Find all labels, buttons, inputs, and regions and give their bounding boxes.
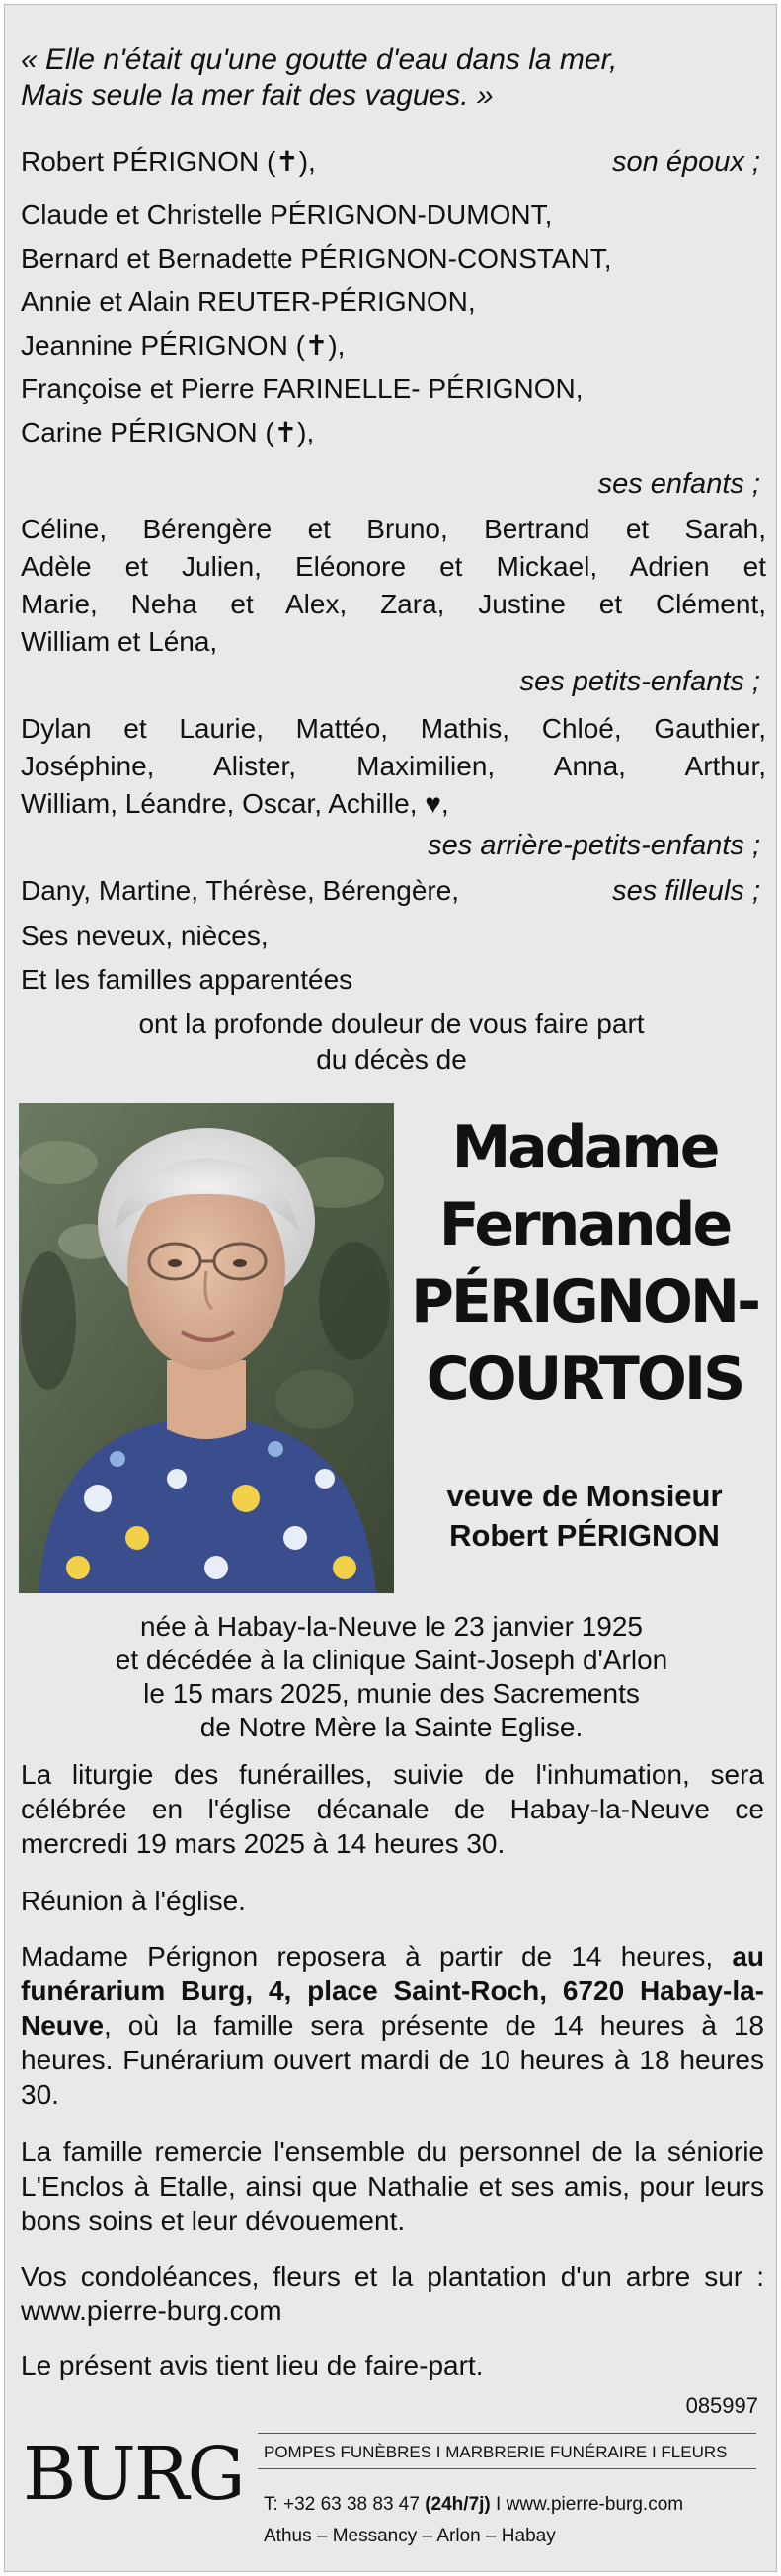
great-grandchildren-line: William, Léandre, Oscar, Achille, ♥,: [21, 788, 449, 819]
quote-line-2: Mais seule la mer fait des vagues. »: [21, 79, 494, 112]
visitation-paragraph: [21, 1939, 764, 2112]
footer-contact: [264, 2494, 683, 2516]
families-line: Et les familles apparentées: [21, 964, 353, 995]
child-line: Bernard et Bernadette PÉRIGNON-CONSTANT,: [21, 243, 612, 274]
child-line: Carine PÉRIGNON (✝),: [21, 417, 315, 447]
child-line: Jeannine PÉRIGNON (✝),: [21, 330, 346, 361]
sacraments-line: de Notre Mère la Sainte Eglise.: [199, 1712, 584, 1742]
godchildren-relation: ses filleuls ;: [612, 875, 760, 907]
footer-locations: Athus – Messancy – Arlon – Habay: [264, 2526, 556, 2546]
footer-phone[interactable]: T: +32 63 38 83 47: [264, 2494, 420, 2515]
godchildren-names: Dany, Martine, Thérèse, Bérengère,: [21, 875, 460, 906]
visitation-intro: Madame Pérignon reposera à partir de 14 heures,: [21, 1941, 714, 1972]
spouse-relation: son époux ;: [612, 146, 760, 178]
burg-logo: BURG: [23, 2432, 244, 2517]
grandchildren-line: William et Léna,: [21, 626, 218, 657]
liturgy-paragraph: La liturgie des funérailles, suivie de l'inhumation, sera célébrée en l'église décanale de Habay-la-Neuve ce mercredi 19 mars 2025 à 14 heures 30.: [21, 1759, 764, 1859]
widow-line-2: Robert PÉRIGNON: [449, 1518, 720, 1553]
deceased-surname-1: PÉRIGNON-: [410, 1267, 759, 1336]
birth-line: née à Habay-la-Neuve le 23 janvier 1925: [140, 1611, 643, 1642]
grandchildren-line: Marie, Neha et Alex, Zara, Justine et Clément,: [21, 589, 766, 619]
condolences-paragraph: Vos condoléances, fleurs et la plantation d'un arbre sur : www.pierre-burg.com: [21, 2261, 764, 2326]
visitation-address: au funérarium Burg, 4, place Saint-Roch, 6720 Habay-la-Neuve: [21, 1941, 764, 2041]
child-line: Annie et Alain REUTER-PÉRIGNON,: [21, 286, 476, 317]
deceased-surname-2: COURTOIS: [426, 1344, 743, 1413]
great-grandchildren-line: Joséphine, Alister, Maximilien, Anna, Arthur,: [21, 751, 766, 781]
announce-line-2: du décès de: [316, 1044, 467, 1075]
spouse-name: Robert PÉRIGNON (✝),: [21, 146, 316, 177]
grandchildren-relation: ses petits-enfants ;: [519, 666, 760, 697]
footer-services: POMPES FUNÈBRES I MARBRERIE FUNÉRAIRE I FLEURS: [264, 2443, 728, 2461]
portrait-photo: [19, 1103, 394, 1593]
child-line: Françoise et Pierre FARINELLE- PÉRIGNON,: [21, 373, 584, 404]
footer-divider: [258, 2433, 756, 2434]
quote-line-1: « Elle n'était qu'une goutte d'eau dans la mer,: [21, 43, 618, 76]
obituary-notice: [4, 4, 777, 2572]
thanks-paragraph: La famille remercie l'ensemble du personnel de la séniorie L'Enclos à Etalle, ainsi que Nathalie et ses amis, pour leurs bons soins et leur dévouement.: [21, 2136, 764, 2236]
death-date-line: le 15 mars 2025, munie des Sacrements: [143, 1678, 640, 1709]
deceased-first-name: Fernande: [438, 1190, 731, 1259]
visitation-rest: , où la famille sera présente de 14 heures à 18 heures. Funérarium ouvert mardi de 10 heures à 18 heures 30.: [21, 2010, 764, 2110]
great-grandchildren-line: Dylan et Laurie, Mattéo, Mathis, Chloé, Gauthier,: [21, 713, 766, 744]
footer-phone-hours: (24h/7j): [425, 2494, 491, 2515]
reference-number: 085997: [685, 2393, 758, 2418]
child-line: Claude et Christelle PÉRIGNON-DUMONT,: [21, 200, 553, 230]
portrait-image: [19, 1103, 394, 1593]
footer-divider: [258, 2468, 756, 2469]
children-relation: ses enfants ;: [597, 468, 760, 500]
grandchildren-line: Adèle et Julien, Eléonore et Mickael, Adrien et: [21, 551, 766, 582]
notice-paragraph: Le présent avis tient lieu de faire-part.: [21, 2350, 484, 2380]
deceased-title: Madame: [451, 1113, 718, 1182]
great-grandchildren-relation: ses arrière-petits-enfants ;: [428, 830, 760, 861]
reunion-paragraph: Réunion à l'église.: [21, 1886, 246, 1916]
death-line: et décédée à la clinique Saint-Joseph d'Arlon: [115, 1645, 668, 1675]
widow-line-1: veuve de Monsieur: [446, 1479, 723, 1513]
announce-line-1: ont la profonde douleur de vous faire part: [138, 1008, 645, 1039]
grandchildren-line: Céline, Bérengère et Bruno, Bertrand et Sarah,: [21, 514, 766, 544]
footer-website[interactable]: I www.pierre-burg.com: [496, 2494, 684, 2515]
nephews-line: Ses neveux, nièces,: [21, 921, 269, 951]
